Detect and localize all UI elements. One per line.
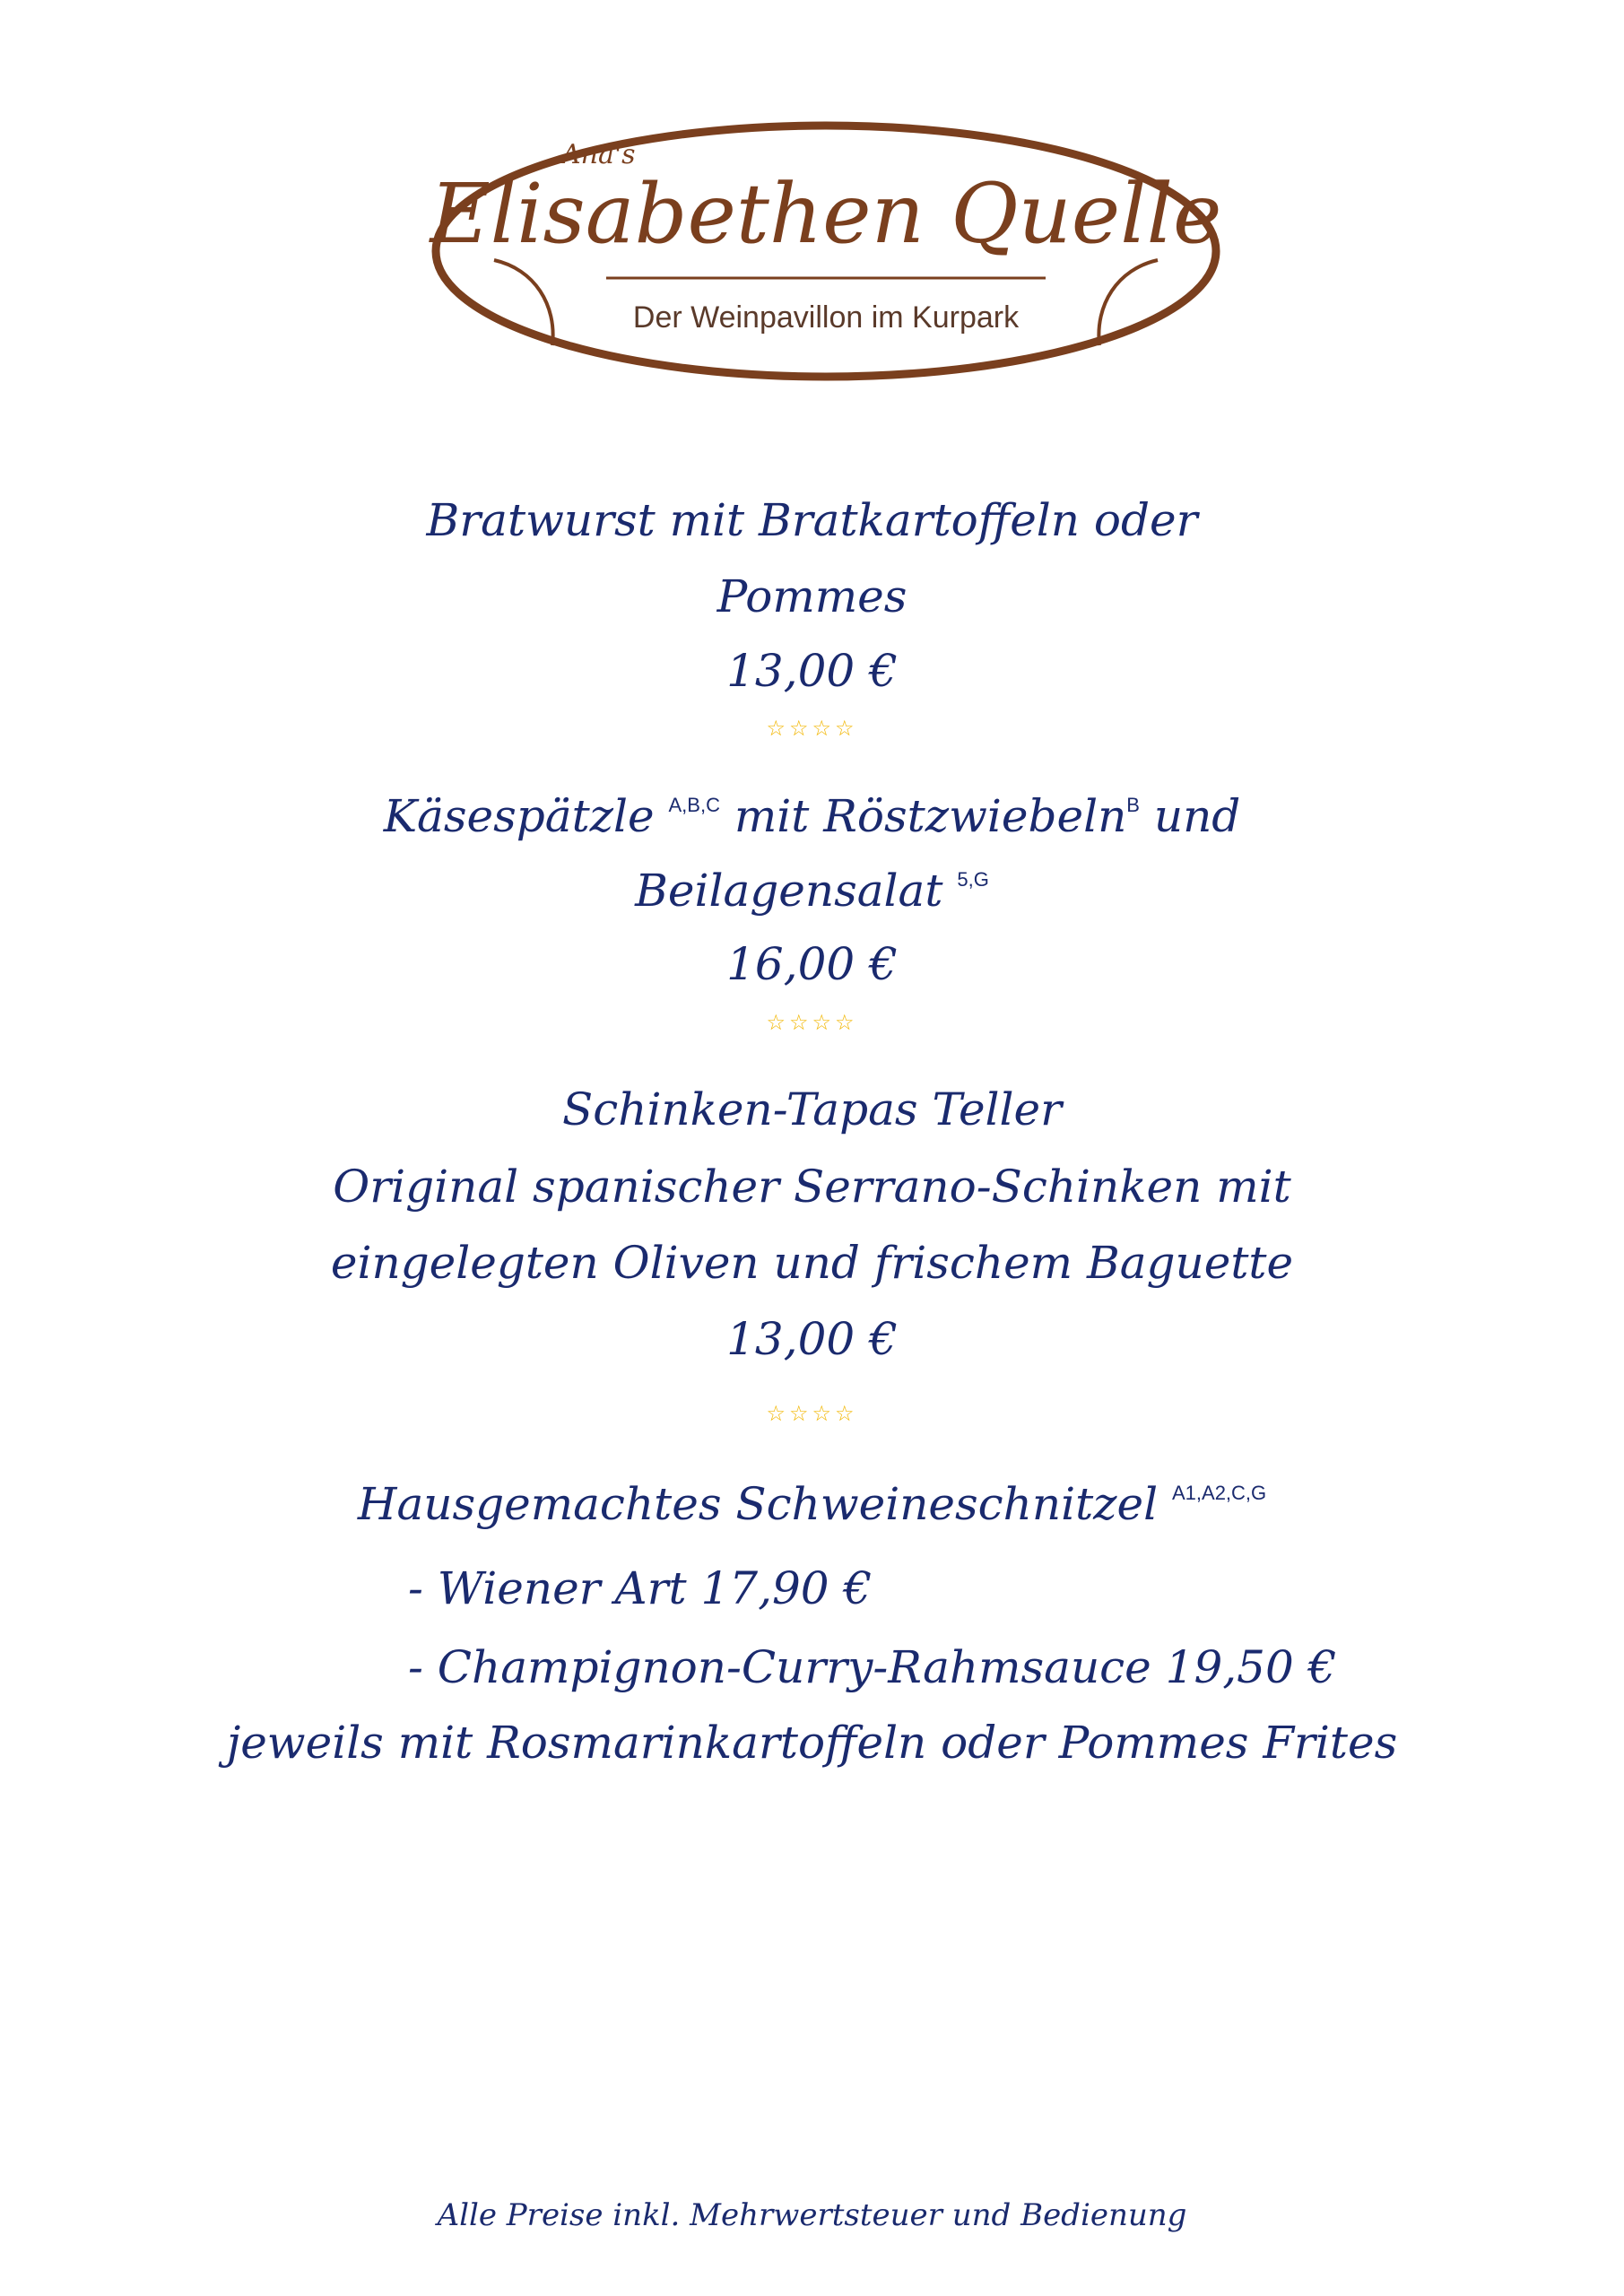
star-divider: ☆☆☆☆ xyxy=(766,1010,858,1035)
item2-name: Käsespätzle xyxy=(383,790,655,842)
item2-line2 xyxy=(0,865,1624,917)
star-divider: ☆☆☆☆ xyxy=(766,716,858,741)
logo-oval xyxy=(427,117,1225,386)
item4-option1: - Wiener Art 17,90 € xyxy=(408,1562,873,1614)
item4-name: Hausgemachtes Schweineschnitzel xyxy=(357,1478,1159,1530)
item1-price: 13,00 € xyxy=(726,645,898,697)
logo-tagline: Der Weinpavillon im Kurpark xyxy=(632,300,1020,335)
item4-option2: - Champignon-Curry-Rahmsauce 19,50 € xyxy=(408,1641,1337,1693)
item3-line2: Original spanischer Serrano-Schinken mit xyxy=(333,1161,1291,1213)
item4-allergens: A1,A2,C,G xyxy=(1172,1482,1267,1505)
item2-line1 xyxy=(0,790,1624,842)
item1-line2: Pommes xyxy=(716,570,908,622)
restaurant-logo xyxy=(427,117,1225,386)
item2-side-allergens: B xyxy=(1126,794,1140,817)
footer-note: Alle Preise inkl. Mehrwertsteuer und Bedienung xyxy=(437,2197,1187,2233)
item4-title xyxy=(0,1478,1624,1530)
item2-conjunction: und xyxy=(1153,790,1241,842)
item3-price: 13,00 € xyxy=(726,1313,898,1365)
item3-line3: eingelegten Oliven und frischem Baguette xyxy=(330,1237,1294,1289)
item2-salad-allergens: 5,G xyxy=(957,868,989,891)
item3-line1: Schinken-Tapas Teller xyxy=(561,1083,1063,1135)
item2-allergens: A,B,C xyxy=(668,794,720,817)
star-divider: ☆☆☆☆ xyxy=(766,1401,858,1426)
item1-line1: Bratwurst mit Bratkartoffeln oder xyxy=(426,494,1198,546)
item4-note: jeweils mit Rosmarinkartoffeln oder Pommes Frites xyxy=(226,1717,1398,1769)
item2-salad: Beilagensalat xyxy=(635,865,943,917)
item2-price: 16,00 € xyxy=(726,938,898,990)
item2-side: mit Röstzwiebeln xyxy=(734,790,1127,842)
logo-name: Elisabethen Quelle xyxy=(430,166,1222,262)
logo-small-text: Ana's xyxy=(561,139,636,170)
